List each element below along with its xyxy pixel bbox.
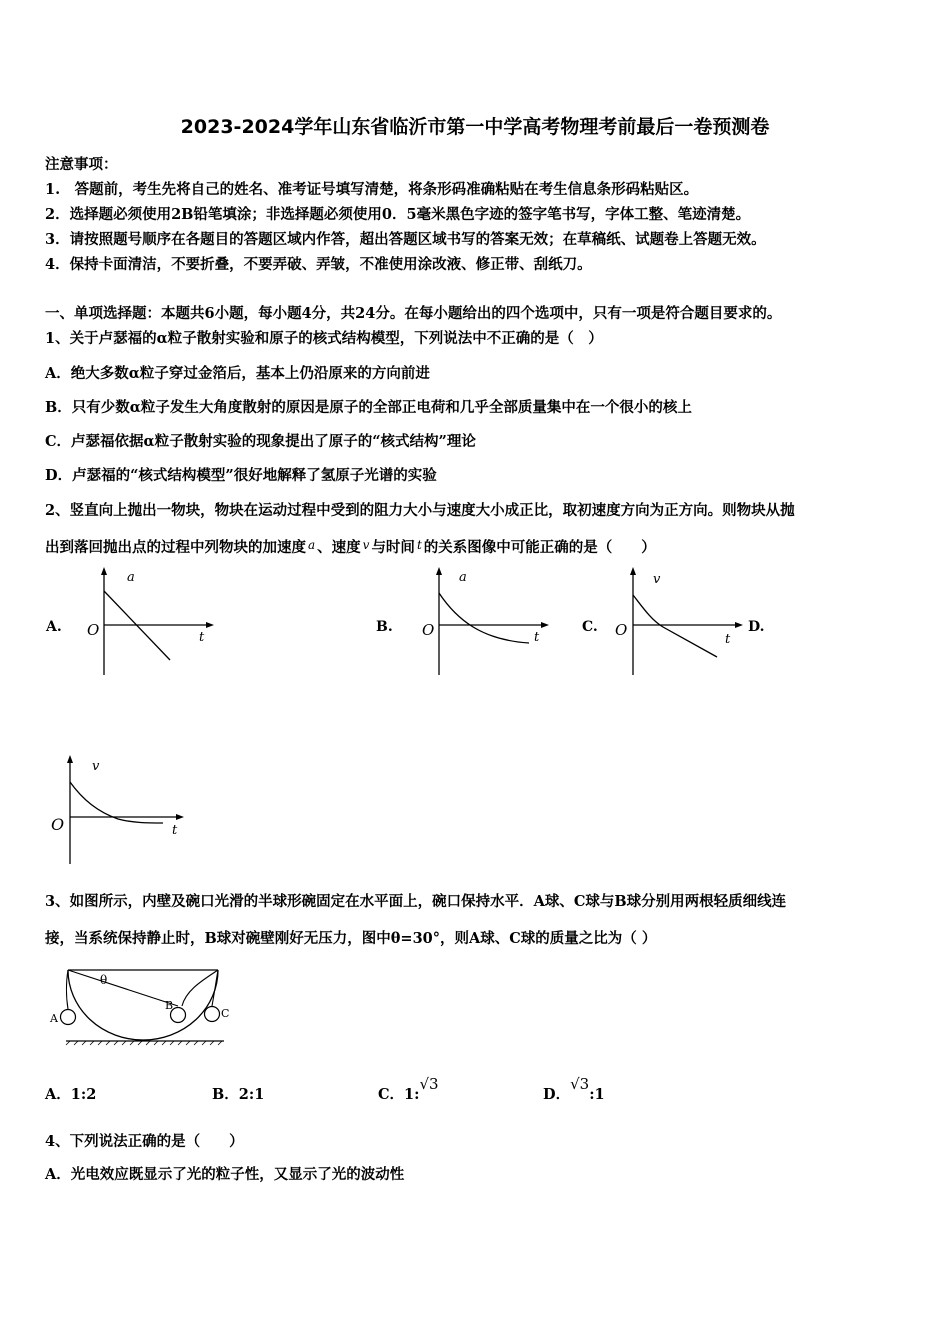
question-3-stem-line2: 接，当系统保持静止时，B球对碗壁刚好无压力，图中θ=30°，则A球、C球的质量之比为（ ）: [45, 930, 657, 947]
stem-text: 出到落回抛出点的过程中列物块的加速度: [45, 539, 306, 556]
y-axis-label: v: [653, 572, 661, 587]
option-text: 1:2: [70, 1086, 97, 1103]
section-heading: 一、单项选择题：本题共6小题，每小题4分，共24分。在每小题给出的四个选项中，只有一项是符合题目要求的。: [45, 305, 782, 322]
question-3-option-d: [543, 1075, 605, 1104]
option-label: A．: [45, 1086, 71, 1103]
var-t: t: [416, 538, 422, 552]
question-1-option-a: A．绝大多数α粒子穿过金箔后，基本上仍沿原来的方向前进: [45, 365, 430, 382]
graph-c: [611, 565, 751, 677]
theta-label: θ: [100, 973, 108, 987]
option-text: :1: [589, 1086, 605, 1103]
var-a: a: [308, 538, 316, 552]
question-1-option-b: B．只有少数α粒子发生大角度散射的原因是原子的全部正电荷和几乎全部质量集中在一个很小的核上: [45, 399, 692, 416]
notice-item: 4．保持卡面清洁，不要折叠，不要弄破、弄皱，不准使用涂改液、修正带、刮纸刀。: [45, 256, 592, 273]
bowl-figure: [48, 962, 238, 1046]
x-axis-label: t: [172, 823, 178, 838]
stem-text: 与时间: [371, 539, 415, 556]
question-2-stem-line2: [45, 536, 656, 557]
question-3-option-a: [45, 1083, 96, 1104]
notice-item: 2．选择题必须使用2B铅笔填涂；非选择题必须使用0．5毫米黑色字迹的签字笔书写，字体工整、笔迹清楚。: [45, 206, 751, 223]
stem-text: 的关系图像中可能正确的是（ ）: [423, 539, 656, 556]
radical: √3: [570, 1075, 590, 1093]
var-v: v: [362, 538, 370, 552]
ball-b-label: B: [165, 999, 174, 1012]
option-label-d: D.: [748, 619, 765, 635]
question-3-option-c: [378, 1075, 439, 1104]
question-3-option-b: [212, 1083, 264, 1104]
option-label: D．: [543, 1086, 571, 1103]
option-text: 1:: [404, 1086, 420, 1103]
x-axis-label: t: [199, 630, 205, 645]
question-1-option-d: D．卢瑟福的“核式结构模型”很好地解释了氢原子光谱的实验: [45, 467, 437, 484]
origin-label: O: [422, 621, 435, 639]
option-text: 2:1: [238, 1086, 265, 1103]
origin-label: O: [87, 621, 100, 639]
page-title: 2023-2024学年山东省临沂市第一中学高考物理考前最后一卷预测卷: [180, 116, 770, 138]
option-label-a: A.: [46, 619, 62, 635]
notice-item: 1. 答题前，考生先将自己的姓名、准考证号填写清楚，将条形码准确粘贴在考生信息条形码粘贴区。: [45, 181, 699, 198]
question-4-option-a: A．光电效应既显示了光的粒子性，又显示了光的波动性: [45, 1166, 405, 1183]
graph-d: [48, 752, 198, 867]
y-axis-label: a: [127, 570, 135, 585]
option-label: B．: [212, 1086, 239, 1103]
ball-c-label: C: [221, 1007, 230, 1020]
option-label-c: C.: [582, 619, 598, 635]
radical: √3: [419, 1075, 439, 1093]
option-label: C．: [378, 1086, 405, 1103]
graph-b: [417, 565, 557, 677]
question-1-option-c: C．卢瑟福依据α粒子散射实验的现象提出了原子的“核式结构”理论: [45, 433, 476, 450]
question-4-stem: 4、下列说法正确的是（ ）: [45, 1133, 244, 1150]
notice-heading: 注意事项：: [45, 156, 118, 173]
y-axis-label: a: [459, 570, 467, 585]
y-axis-label: v: [92, 759, 100, 774]
origin-label: O: [615, 621, 628, 639]
question-3-stem-line1: 3、如图所示，内壁及碗口光滑的半球形碗固定在水平面上，碗口保持水平．A球、C球与B球分别用两根轻质细线连: [45, 893, 787, 910]
question-1-stem: 1、关于卢瑟福的α粒子散射实验和原子的核式结构模型，下列说法中不正确的是（ ）: [45, 330, 603, 347]
option-label-b: B.: [376, 619, 393, 635]
question-2-stem-line1: 2、竖直向上抛出一物块，物块在运动过程中受到的阻力大小与速度大小成正比，取初速度方向为正方向。则物块从抛: [45, 502, 795, 519]
notice-item: 3．请按照题号顺序在各题目的答题区域内作答，超出答题区域书写的答案无效；在草稿纸、试题卷上答题无效。: [45, 231, 766, 248]
stem-text: 、速度: [317, 539, 361, 556]
origin-label: O: [51, 815, 65, 834]
x-axis-label: t: [725, 632, 731, 647]
graph-a: [82, 565, 222, 677]
x-axis-label: t: [534, 630, 540, 645]
ball-a-label: A: [50, 1012, 58, 1025]
